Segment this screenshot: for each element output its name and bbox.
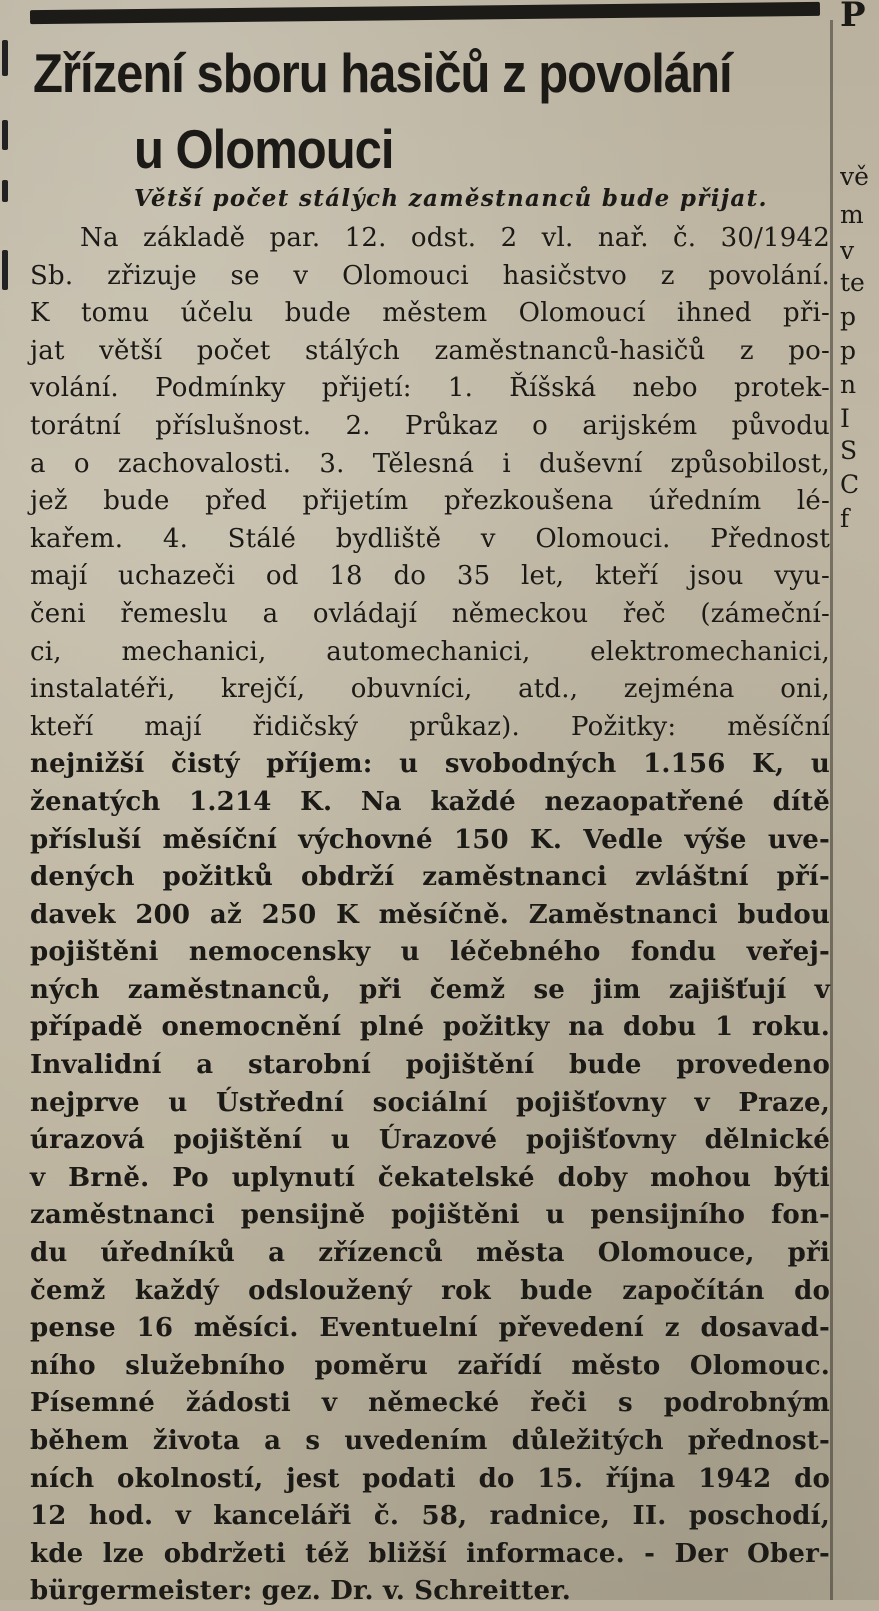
headline: [30, 36, 830, 188]
body-line: kteří mají řidičský průkaz). Požitky: měsíční: [30, 711, 830, 742]
subheadline: Větší počet stálých zaměstnanců bude přijat.: [134, 185, 768, 212]
body-line: v Brně. Po uplynutí čekatelské doby mohou býti: [30, 1162, 830, 1193]
body-line: ných zaměstnanců, při čemž se jim zajišťují v: [30, 974, 830, 1005]
fragment: n: [840, 370, 857, 399]
body-line: přísluší měsíční výchovné 150 K. Vedle výše uve-: [30, 824, 830, 855]
fragment: I: [840, 404, 850, 433]
body-line: čemž každý odsloužený rok bude započítán do: [30, 1275, 830, 1306]
body-line: úrazová pojištění u Úrazové pojišťovny dělnické: [30, 1125, 830, 1156]
body-line: Písemné žádosti v německé řeči s podrobným: [30, 1388, 830, 1419]
adjacent-column-fragments: [840, 0, 879, 1600]
fragment: C: [840, 470, 860, 499]
fragment: f: [840, 504, 850, 533]
body-line: nejprve u Ústřední sociální pojišťovny v Praze,: [30, 1087, 830, 1118]
body-line: ženatých 1.214 K. Na každé nezaopatřené dítě: [30, 786, 830, 817]
body-line: instalatéři, krejčí, obuvníci, atd., zejména oni,: [30, 674, 830, 705]
article: [30, 36, 830, 1611]
fragment: P: [840, 0, 866, 35]
body-line: Na základě par. 12. odst. 2 vl. nař. č. 30/1942: [80, 223, 830, 253]
column-rule: [830, 20, 833, 1600]
body-line: davek 200 až 250 K měsíčně. Zaměstnanci budou: [30, 899, 830, 930]
body-line: nejnižší čistý příjem: u svobodných 1.156 K, u: [30, 749, 830, 780]
fragment: p: [840, 302, 857, 331]
body-line: ního služebního poměru zařídí město Olomouc.: [30, 1350, 830, 1381]
body-line: dených požitků obdrží zaměstnanci zvláštní pří-: [30, 862, 830, 893]
body-line: kde lze obdržeti též bližší informace. - Der Ober-: [30, 1538, 830, 1569]
body-line: bürgermeister: gez. Dr. v. Schreitter.: [30, 1576, 571, 1607]
body-line: jat větší počet stálých zaměstnanců-hasičů z po-: [30, 335, 830, 366]
body-line: torátní příslušnost. 2. Průkaz o arijském původu: [30, 410, 830, 441]
fragment: vě: [840, 162, 869, 191]
body-line: během života a s uvedením důležitých přednost-: [30, 1426, 830, 1456]
body-line: pojištěni nemocensky u léčebného fondu veřej-: [30, 937, 830, 968]
body-line: a o zachovalosti. 3. Tělesná i duševní způsobilost,: [30, 448, 830, 479]
body-line: pense 16 měsíci. Eventuelní převedení z dosavad-: [30, 1313, 830, 1344]
body-line: jež bude před přijetím přezkoušena úředním lé-: [30, 486, 830, 517]
body-line: kařem. 4. Stálé bydliště v Olomouci. Přednost: [30, 523, 830, 554]
fragment: te: [840, 268, 865, 297]
fragment: v: [840, 236, 855, 265]
left-margin-fragments: [0, 0, 14, 1600]
article-body: [30, 220, 830, 1611]
body-line: případě onemocnění plné požitky na dobu 1 roku.: [30, 1012, 830, 1043]
body-line: Sb. zřizuje se v Olomouci hasičstvo z povolání.: [30, 260, 830, 291]
body-line: du úředníků a zřízenců města Olomouce, při: [30, 1238, 830, 1269]
body-line: ci, mechanici, automechanici, elektromechanici,: [30, 636, 830, 667]
body-line: Invalidní a starobní pojištění bude provedeno: [30, 1050, 830, 1081]
body-line: zaměstnanci pensijně pojištěni u pensijního fon-: [30, 1200, 830, 1231]
fragment: m: [840, 200, 864, 229]
body-line: čeni řemeslu a ovládají německou řeč (zámeční-: [30, 598, 830, 629]
body-line: mají uchazeči od 18 do 35 let, kteří jsou vyu-: [30, 561, 830, 592]
body-line: 12 hod. v kanceláři č. 58, radnice, II. poschodí,: [30, 1501, 830, 1532]
headline-line-1: Zřízení sboru hasičů z povolání: [33, 43, 732, 105]
top-rule: [30, 2, 820, 24]
fragment: S: [840, 436, 858, 465]
body-line: K tomu účelu bude městem Olomoucí ihned při-: [30, 298, 830, 329]
body-line: ních okolností, jest podati do 15. října 1942 do: [30, 1463, 830, 1494]
fragment: p: [840, 336, 857, 365]
body-line: volání. Podmínky přijetí: 1. Říšská nebo protek-: [30, 373, 830, 404]
headline-line-2: u Olomouci: [134, 120, 394, 181]
